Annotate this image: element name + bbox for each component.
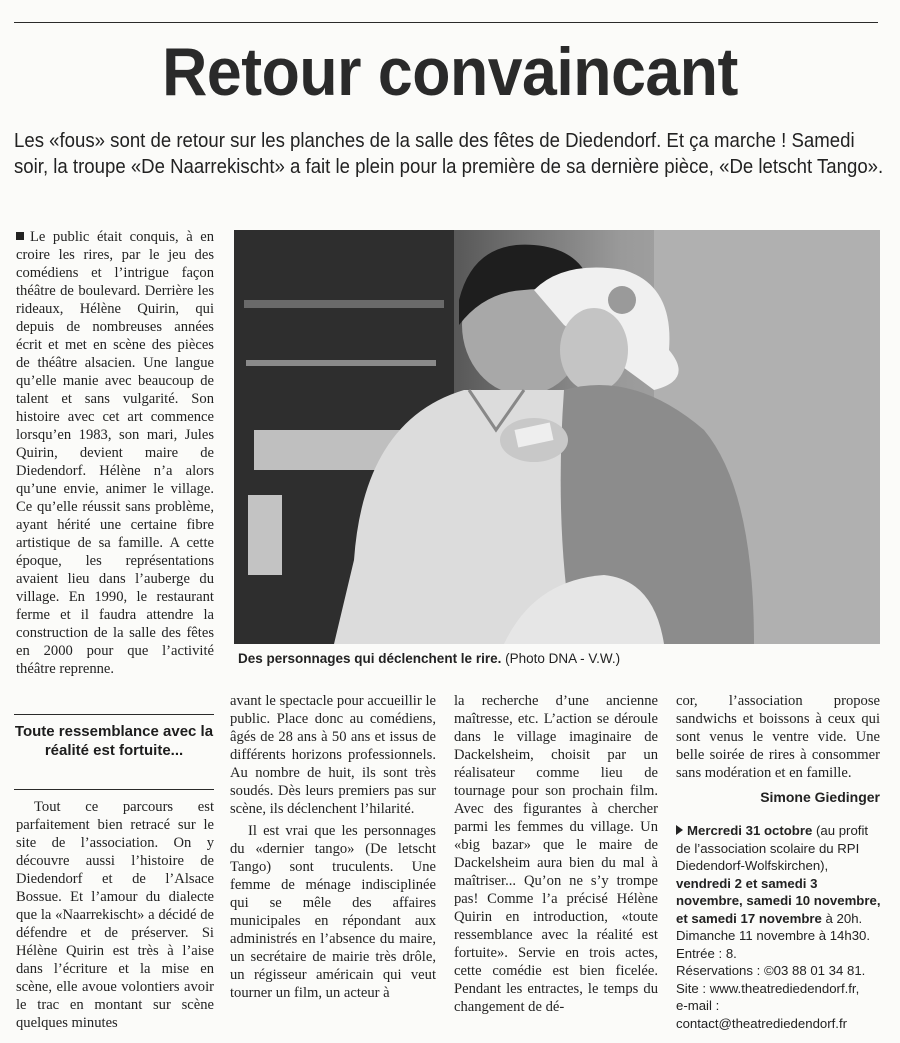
article-lead: Les «fous» sont de retour sur les planches de la salle des fêtes de Diedendorf. Et ça marche ! Samedi soir, la troupe «De Naarrekischt» a fait le plein pour la première de sa dernière pièce, «De letscht Tango». — [14, 130, 884, 178]
column-1 — [16, 228, 214, 678]
email-link[interactable]: contact@theatrediedendorf.fr — [676, 1015, 848, 1031]
column-1b-text: Tout ce parcours est parfaitement bien retracé sur le site de l’association. On y découvre aussi l’histoire de Diedendorf et de l’Alsace Bossue. Et l’amour du dialecte que la «Naarrekischt» a décidé de défendre et de préserver. Si Hélène Quirin est très à l’aise dans l’écriture et la mise en scène, elle avoue volontiers avoir le trac en montant sur scène quelques minutes — [16, 799, 214, 1031]
photo-credit: (Photo DNA - V.W.) — [505, 651, 621, 666]
time-text: à 20h. Dimanche 11 novembre à 14h30. Entrée : 8. — [676, 910, 871, 961]
author-signature: Simone Giedinger — [760, 789, 880, 805]
column-1-continued — [16, 798, 214, 1032]
sidebar-box-title: Toute ressemblance avec la réalité est fortuite... — [14, 723, 214, 759]
column-3-text: la recherche d’une ancienne maîtresse, etc. L’action se déroule dans le village imaginaire de Dackelsheim, choisit par un réalisateur comme lieu de tournage pour son prochain film. Avec des figurantes à chercher parmi les femmes du village. Un «big bazar» que le maire de Dackelsheim aura bien du mal à maîtriser... Qu’on ne s’y trompe pas! Comme l’a précisé Hélène Quirin en introduction, «toute ressemblance avec la réalité est fortuite». Servie en trois actes, cette comédie est bien ficelée. Pendant les entractes, le temps du changement de dé- — [454, 693, 658, 1015]
box-rule-bottom — [14, 789, 214, 790]
triangle-bullet-icon — [676, 825, 683, 835]
column-2-paragraph-2: Il est vrai que les personnages du «dernier tango» (De letscht Tango) sont truculents. Une femme de ménage indisciplinée qui se mêle des affaires municipales en répondant aux administrés en l’absence du maire, un secrétaire de mairie très drôle, un régisseur américain qui veut tourner un film, un acteur à — [230, 823, 436, 1001]
box-rule-top — [14, 714, 214, 715]
email-label: e-mail : — [676, 998, 720, 1013]
top-rule — [14, 22, 878, 23]
website-link[interactable]: Site : www.theatrediedendorf.fr, — [676, 980, 860, 996]
column-4-text: cor, l’association propose sandwichs et boissons à ceux qui sont venus le ventre vide. Une belle soirée de rires à consommer sans modération et en famille. — [676, 693, 880, 781]
article-headline: Retour convaincant — [162, 34, 738, 110]
date-1-note: (au profit de l’association scolaire du RPI Diedendorf-Wolfskirchen), — [676, 823, 869, 873]
practical-info — [676, 822, 886, 1032]
column-3 — [454, 692, 658, 1016]
caption-text: Des personnages qui déclenchent le rire. — [238, 651, 502, 666]
photo-caption — [238, 651, 620, 666]
column-2 — [230, 692, 436, 1002]
column-1-text: Le public était conquis, à en croire les rires, par le jeu des comédiens et l’intrigue façon théâtre de boulevard. Derrière les rideaux, Hélène Quirin, qui depuis de nombreuses années écrit et met en scène des pièces de théâtre alsacien. Une langue qu’elle manie avec beaucoup de talent et sans vulgarité. Son histoire avec cet art commence lorsqu’en 1983, son mari, Jules Quirin, devient maire de Diedendorf. Hélène n’a alors qu’une envie, animer le village. Ce qu’elle réussit sans problème, ayant hérité une certaine fibre artistique de sa famille. A cette époque, les représentations avaient lieu dans l’auberge du village. En 1990, le restaurant ferme et il faudra attendre la construction de la salle des fêtes en 2000 pour que l’activité théâtre reprenne. — [16, 229, 214, 677]
reservations: Réservations : ©03 88 01 34 81. — [676, 963, 866, 978]
square-bullet-icon — [16, 232, 24, 240]
date-1: Mercredi 31 octobre — [687, 823, 813, 838]
article-photo — [234, 230, 880, 644]
column-4 — [676, 692, 880, 806]
column-2-paragraph-1: avant le spectacle pour accueillir le public. Place donc au comédiens, âgés de 28 ans à 50 ans et issus de différents horizons professionnels. Au nombre de huit, ils sont très soudés. Dès leurs premiers pas sur scène, ils déclenchent l’hilarité. — [230, 693, 436, 817]
date-2: vendredi 2 et samedi 3 novembre, samedi 10 novembre, et samedi 17 novembre — [676, 875, 881, 926]
